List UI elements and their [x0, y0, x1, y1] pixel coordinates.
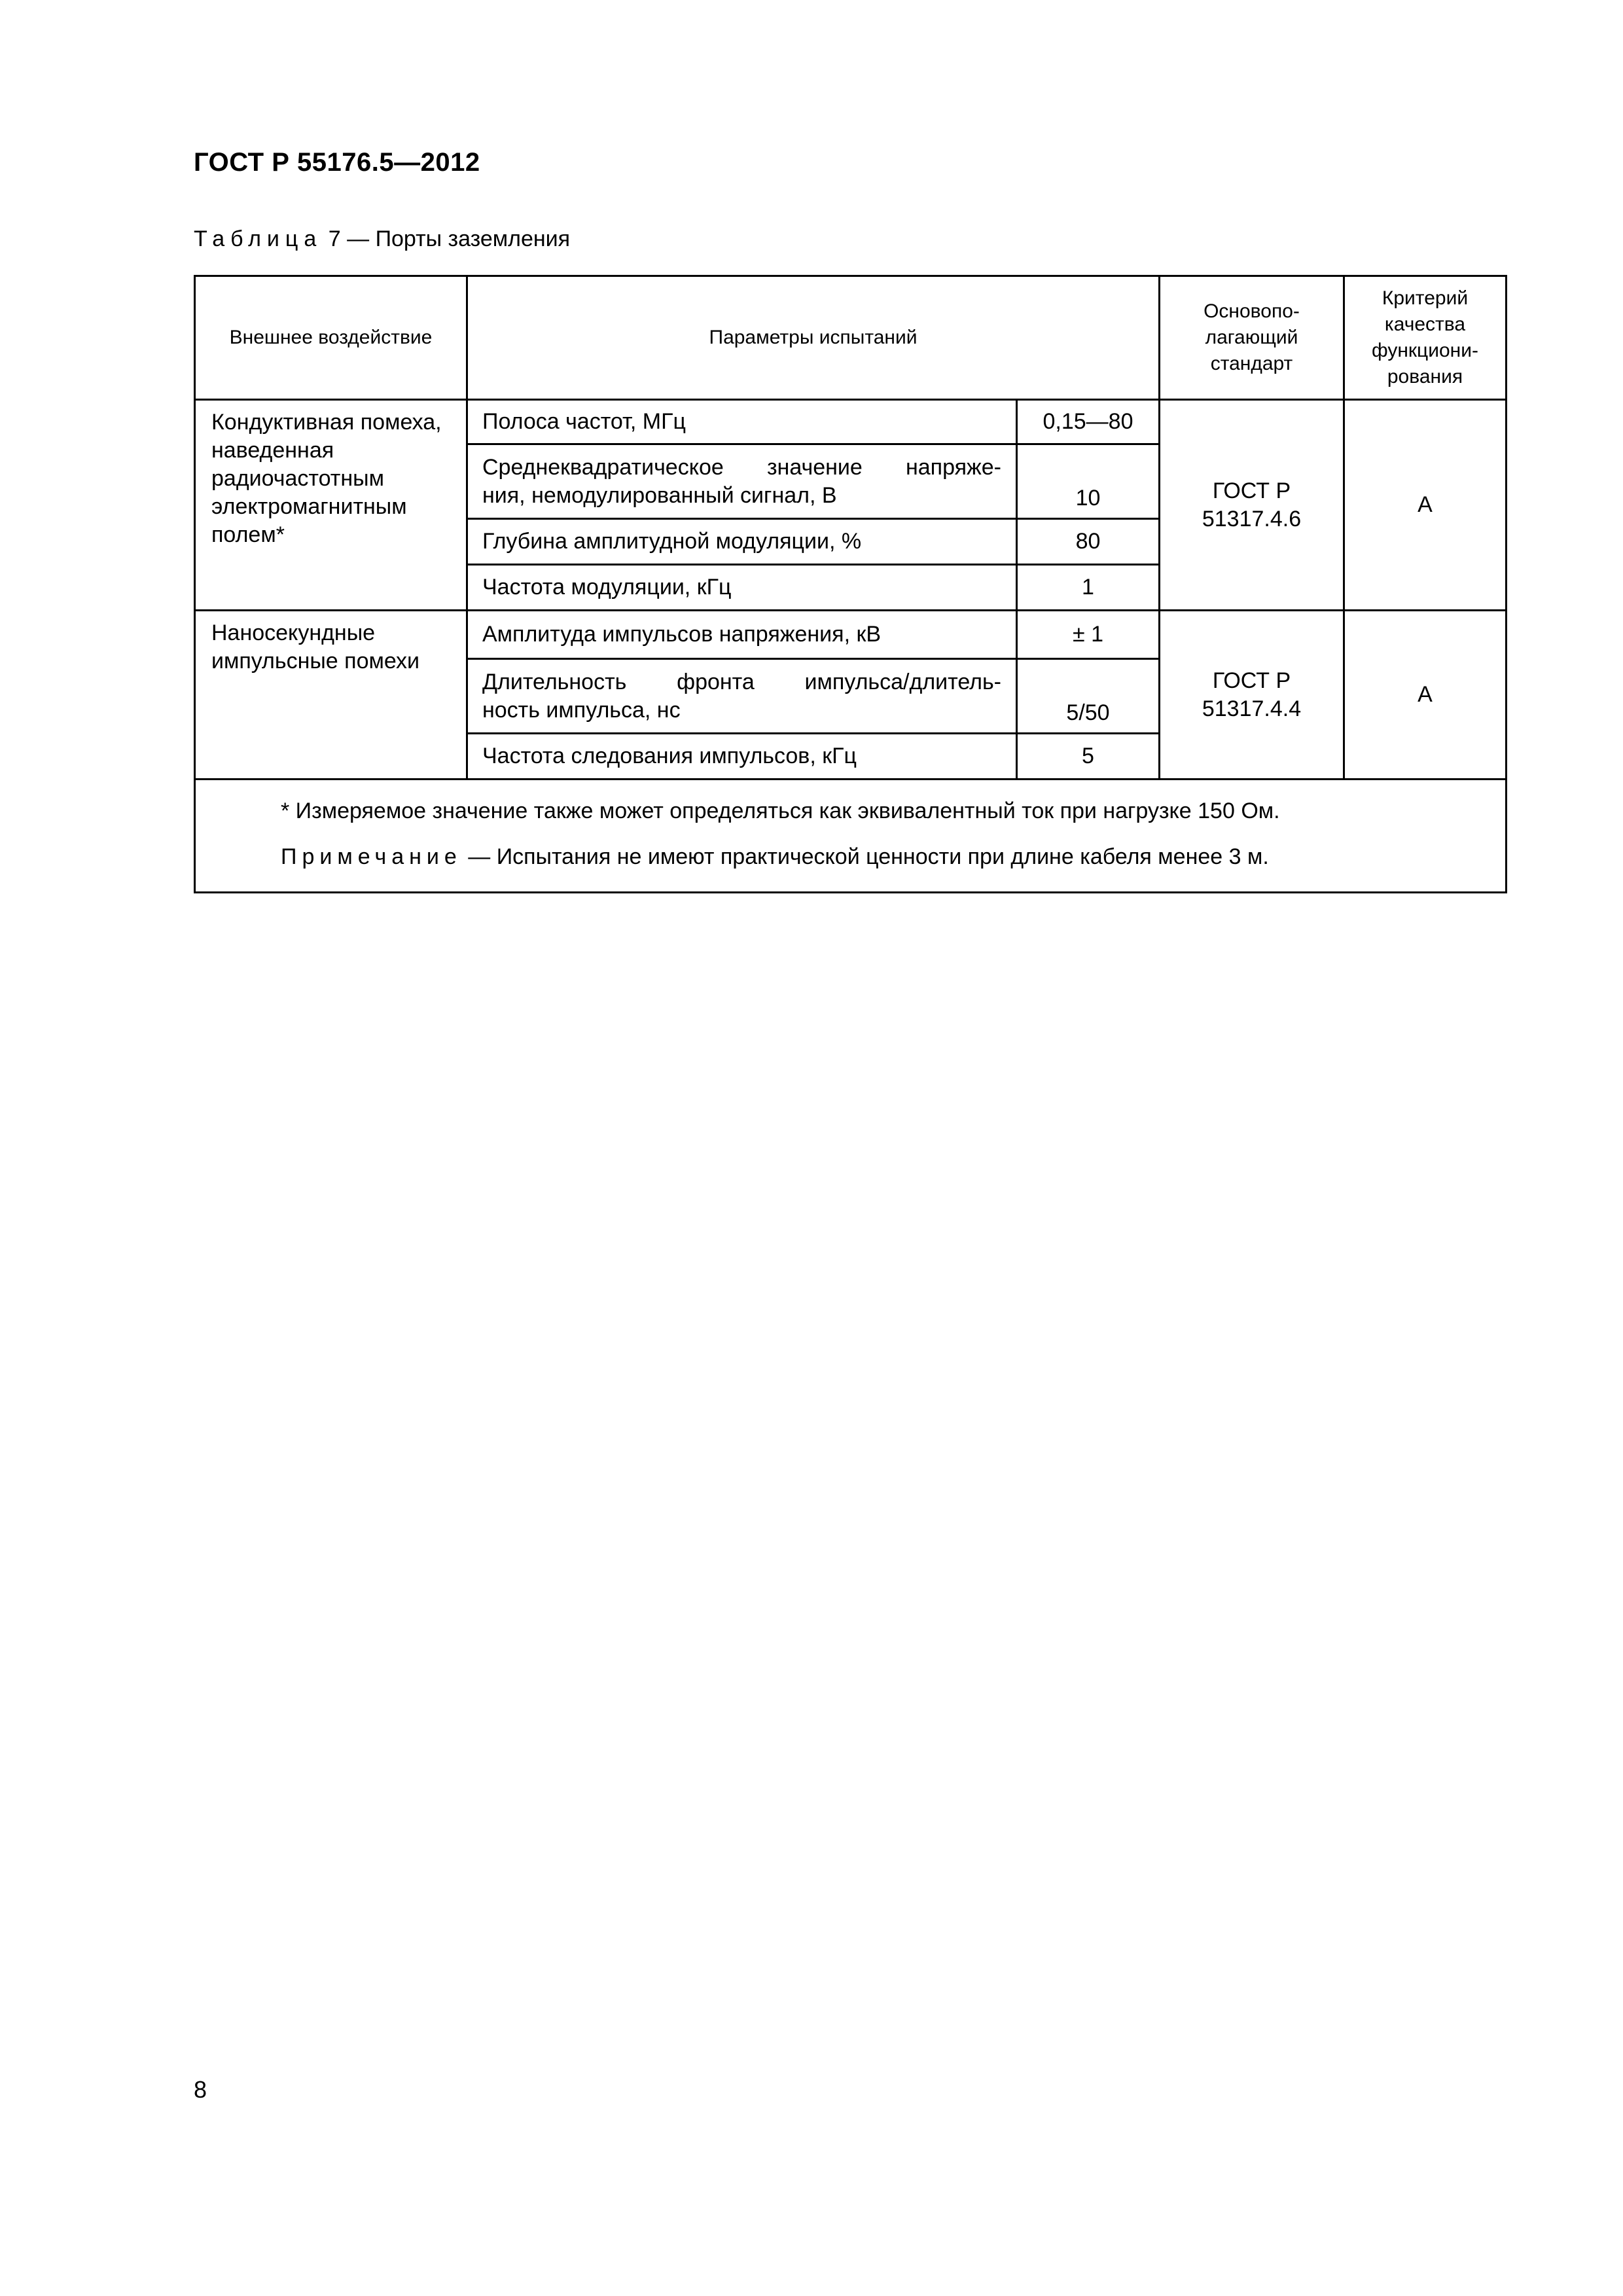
- param-cell: Глубина амплитудной модуляции, %: [467, 519, 1017, 565]
- param-cell: [467, 659, 1017, 734]
- param-cell: [467, 444, 1017, 519]
- param-cell: Полоса частот, МГц: [467, 400, 1017, 444]
- header-criterion: Критерий качества функциони- рования: [1344, 276, 1507, 400]
- criterion-cell: А: [1344, 400, 1507, 611]
- value-cell: 1: [1017, 565, 1160, 611]
- footnote: * Измеряемое значение также может определяться как эквивалентный ток при нагрузке 150 Ом.: [281, 798, 1280, 823]
- page-number: 8: [194, 2076, 207, 2103]
- notes-row: [195, 780, 1507, 893]
- value-cell: ± 1: [1017, 611, 1160, 659]
- influence-cell: Наносекундные импульсные помехи: [195, 611, 467, 780]
- notes-cell: [195, 780, 1507, 893]
- value-cell: 5: [1017, 734, 1160, 780]
- header-standard: Основопо- лагающий стандарт: [1160, 276, 1344, 400]
- standard-cell: ГОСТ Р 51317.4.6: [1160, 400, 1344, 611]
- param-line: Среднеквадратическое значение напряже-: [482, 454, 1001, 480]
- standard-cell: ГОСТ Р 51317.4.4: [1160, 611, 1344, 780]
- table-row: [195, 611, 1507, 659]
- caption-text: 7 — Порты заземления: [328, 226, 571, 251]
- criterion-cell: А: [1344, 611, 1507, 780]
- note-label: Примечание: [281, 844, 462, 869]
- value-cell: 10: [1017, 444, 1160, 519]
- param-line: ния, немодулированный сигнал, В: [482, 482, 837, 508]
- param-cell: Амплитуда импульсов напряжения, кВ: [467, 611, 1017, 659]
- header-influence: Внешнее воздействие: [195, 276, 467, 400]
- note: [281, 834, 1492, 880]
- table-row: [195, 400, 1507, 444]
- header-params: Параметры испытаний: [467, 276, 1160, 400]
- note-text: — Испытания не имеют практической ценности при длине кабеля менее 3 м.: [461, 844, 1269, 869]
- caption-label: Таблица: [194, 226, 323, 251]
- value-cell: 80: [1017, 519, 1160, 565]
- param-line: ность импульса, нс: [482, 697, 681, 723]
- param-line: Длительность фронта импульса/длитель-: [482, 669, 1001, 694]
- value-cell: 5/50: [1017, 659, 1160, 734]
- value-cell: 0,15—80: [1017, 400, 1160, 444]
- document-header: ГОСТ Р 55176.5—2012: [194, 148, 480, 177]
- param-cell: Частота модуляции, кГц: [467, 565, 1017, 611]
- param-cell: Частота следования импульсов, кГц: [467, 734, 1017, 780]
- table-header-row: [195, 276, 1507, 400]
- influence-cell: Кондуктивная помеха, наведенная радиочастотным электромагнитным полем*: [195, 400, 467, 611]
- table-caption: [194, 226, 570, 252]
- ports-table: [194, 275, 1507, 893]
